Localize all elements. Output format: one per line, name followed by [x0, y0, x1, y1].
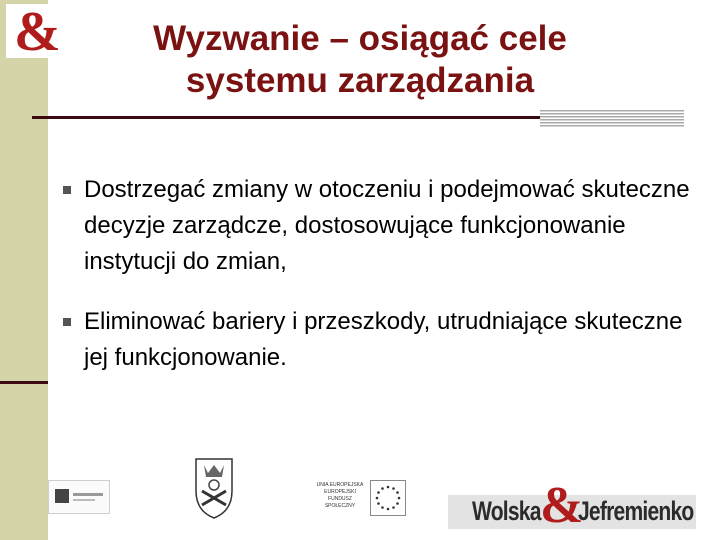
bullet-text: Eliminować bariery i przeszkody, utrudniające skuteczne jej funkcjonowanie. [84, 308, 683, 371]
logo-text-right: Jefremienko [578, 496, 694, 526]
slide-title-line-1: Wyzwanie – osiągać cele [153, 19, 567, 58]
bullet-list [60, 172, 700, 400]
eu-flag-icon [370, 480, 406, 516]
kapital-ludzki-logo [48, 480, 110, 514]
logo-ampersand: & [540, 477, 584, 534]
bullet-item [60, 172, 700, 280]
decorative-stripes [540, 110, 684, 128]
brand-logo-box [6, 1, 61, 63]
crest-shield-icon [190, 455, 238, 521]
coat-of-arms-logo [190, 455, 238, 521]
eu-logo [314, 476, 406, 520]
left-sidebar-band [0, 0, 48, 540]
ampersand-logo: & [14, 1, 61, 63]
eu-logo-caption: UNIA EUROPEJSKA EUROPEJSKI FUNDUSZ SPOŁECZNY [316, 482, 364, 509]
wolska-jefremienko-logo [448, 477, 696, 534]
slide-title-line-2: systemu zarządzania [185, 61, 535, 100]
bullet-text: Dostrzegać zmiany w otoczeniu i podejmować skuteczne decyzje zarządcze, dostosowujące funkcjonowanie instytucji do zmian, [84, 176, 690, 275]
logo-text-left: Wolska [472, 496, 541, 526]
square-bullet-icon [63, 186, 71, 194]
square-bullet-icon [63, 318, 71, 326]
slide-title [60, 18, 660, 102]
bullet-item [60, 304, 700, 376]
sidebar-divider [0, 381, 48, 384]
